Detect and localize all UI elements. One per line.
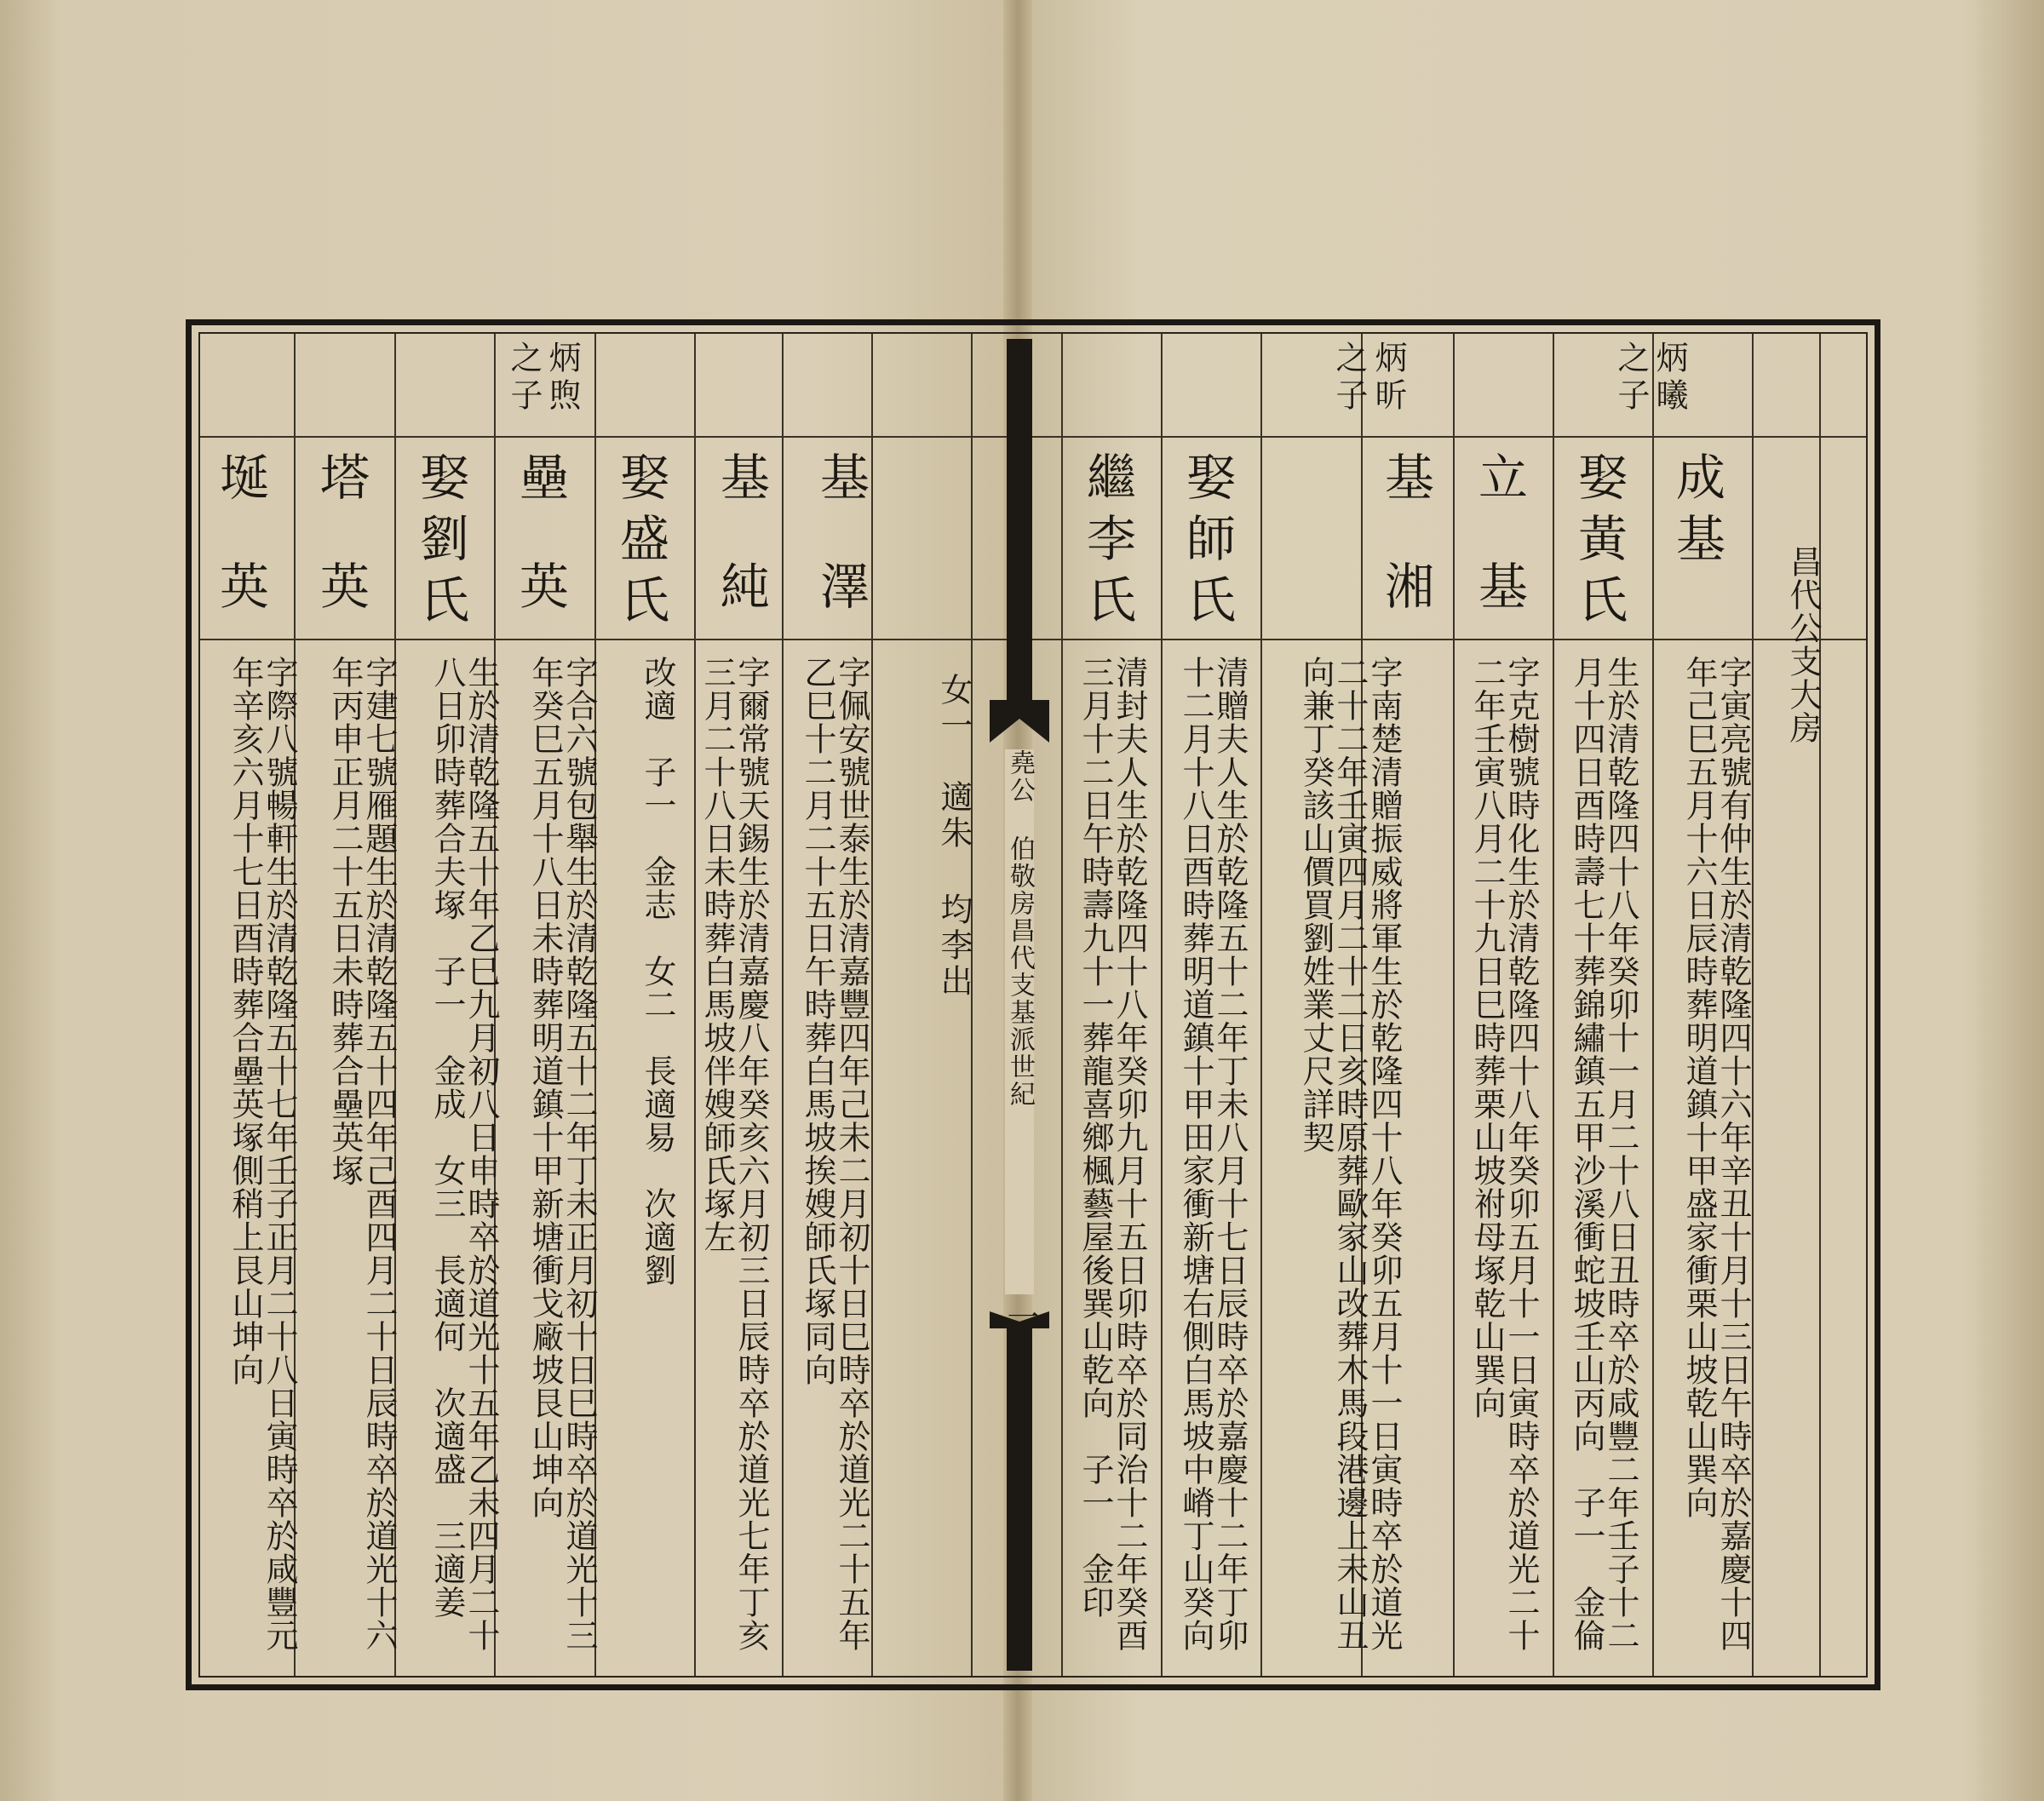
person-biography: 字寅亮號有仲生於清乾隆四十六年辛丑十月十三日午時卒於嘉慶十四年己巳五月十六日辰時葬明道鎮十甲盛家衝栗山坡乾山巽向 <box>1680 656 1752 1652</box>
person-name: 基純 <box>712 451 770 669</box>
person-name: 基澤 <box>812 451 870 669</box>
person-name: 娶盛氏 <box>611 451 669 635</box>
column-rule <box>1061 334 1063 1676</box>
person-biography: 字克樹號時化生於清乾隆四十八年癸卯五月十一日寅時卒於道光二十二年壬寅八月二十九日巳時葬栗山坡祔母塚乾山巽向 <box>1468 656 1540 1652</box>
person-biography: 生於清乾隆五十年乙巳九月初八日申時卒於道光十五年乙未四月二十八日卯時葬合夫塚 子一 金成 女三 長適何 次適盛 三適姜 <box>428 656 500 1652</box>
daughter-note: 女一 適朱 均李出 <box>935 673 973 1000</box>
header-row-rule <box>200 436 1866 438</box>
person-biography: 清贈夫人生於乾隆五十二年丁未八月十七日辰時卒於嘉慶十二年丁卯十二月十八日酉時葬明道鎮十甲田家衝新塘右側白馬坡中嵴丁山癸向 <box>1177 656 1249 1652</box>
father-label: 炳昕 <box>1369 341 1407 416</box>
person-name: 基湘 <box>1376 451 1434 669</box>
person-biography: 字際八號暢軒生於清乾隆五十七年壬子正月二十八日寅時卒於咸豐元年辛亥六月十七日酉時葬合壘英塚側稍上艮山坤向 <box>227 656 298 1652</box>
column-rule <box>694 334 696 1676</box>
person-biography: 字合六號包舉生於清乾隆五十二年丁未正月初十日巳時卒於道光十三年癸巳五月十八日未時葬明道鎮十甲新塘衝戈廠坡艮山坤向 <box>526 656 598 1652</box>
column-rule <box>1553 334 1554 1676</box>
person-name: 塔英 <box>312 451 370 669</box>
column-rule <box>1752 334 1754 1676</box>
father-suffix: 之子 <box>1612 341 1650 416</box>
person-biography: 清封夫人生於乾隆四十八年癸卯九月十五日卯時卒於同治十二年癸酉三月十二日午時壽九十一葬龍喜鄉楓藝屋後巽山乾向 子一 金印 <box>1077 656 1148 1652</box>
person-biography: 字建七號雁題生於清乾隆五十四年己酉四月二十日辰時卒於道光十六年丙申正月二十五日未時葬合壘英塚 <box>326 656 398 1652</box>
person-biography: 字爾常號天錫生於清嘉慶八年癸亥六月初三日辰時卒於道光七年丁亥三月二十八日未時葬白馬坡伴嫂師氏塚左 <box>698 656 770 1652</box>
column-rule <box>1161 334 1163 1676</box>
father-suffix: 之子 <box>1330 341 1368 416</box>
column-rule <box>782 334 784 1676</box>
center-spine-upper <box>1007 339 1032 700</box>
column-rule <box>971 334 973 1676</box>
person-name: 壘英 <box>511 451 569 669</box>
person-name: 娶劉氏 <box>411 451 469 635</box>
column-rule <box>871 334 873 1676</box>
person-name: 成基 <box>1668 451 1725 574</box>
person-biography: 字南楚清贈振威將軍生於乾隆四十八年癸卯五月十一日寅時卒於道光二十二年壬寅四月二十二日亥時原葬歐家山改葬木馬段港邊上未山丑向兼丁癸該山價買劉姓業丈尺詳契 <box>1297 656 1403 1652</box>
column-rule <box>1819 334 1821 1676</box>
column-rule <box>1652 334 1654 1676</box>
center-spine-lower <box>1007 1327 1032 1671</box>
person-name: 埏英 <box>211 451 269 669</box>
running-head: 昌代公支大房 <box>1784 545 1822 744</box>
person-biography: 生於清乾隆四十八年癸卯十一月二十八日丑時卒於咸豐二年壬子十二月十四日酉時壽七十葬錦繡鎮五甲沙溪衝蛇坡壬山丙向 子一 金倫 <box>1568 656 1639 1652</box>
person-name: 立基 <box>1470 451 1528 669</box>
column-rule <box>1453 334 1455 1676</box>
person-biography: 字佩安號世泰生於清嘉豐四年己未二月初十日巳時卒於道光二十五年乙巳十二月二十五日午時葬白馬坡挨嫂師氏塚同向 <box>799 656 870 1652</box>
column-rule <box>1260 334 1262 1676</box>
name-row-rule <box>200 639 1866 640</box>
page-number: 一 <box>1002 1300 1039 1334</box>
father-label: 炳曦 <box>1651 341 1688 416</box>
person-name: 娶師氏 <box>1178 451 1236 635</box>
father-suffix: 之子 <box>505 341 543 416</box>
center-title: 堯公 伯敬房昌代支基派世紀 <box>1005 749 1034 1294</box>
fish-tail-mark-icon <box>990 700 1049 743</box>
person-name: 娶黃氏 <box>1570 451 1628 635</box>
person-name: 繼李氏 <box>1078 451 1136 635</box>
person-biography: 改適 子一 金志 女二 長適易 次適劉 <box>639 656 676 1287</box>
father-label: 炳煦 <box>543 341 581 416</box>
